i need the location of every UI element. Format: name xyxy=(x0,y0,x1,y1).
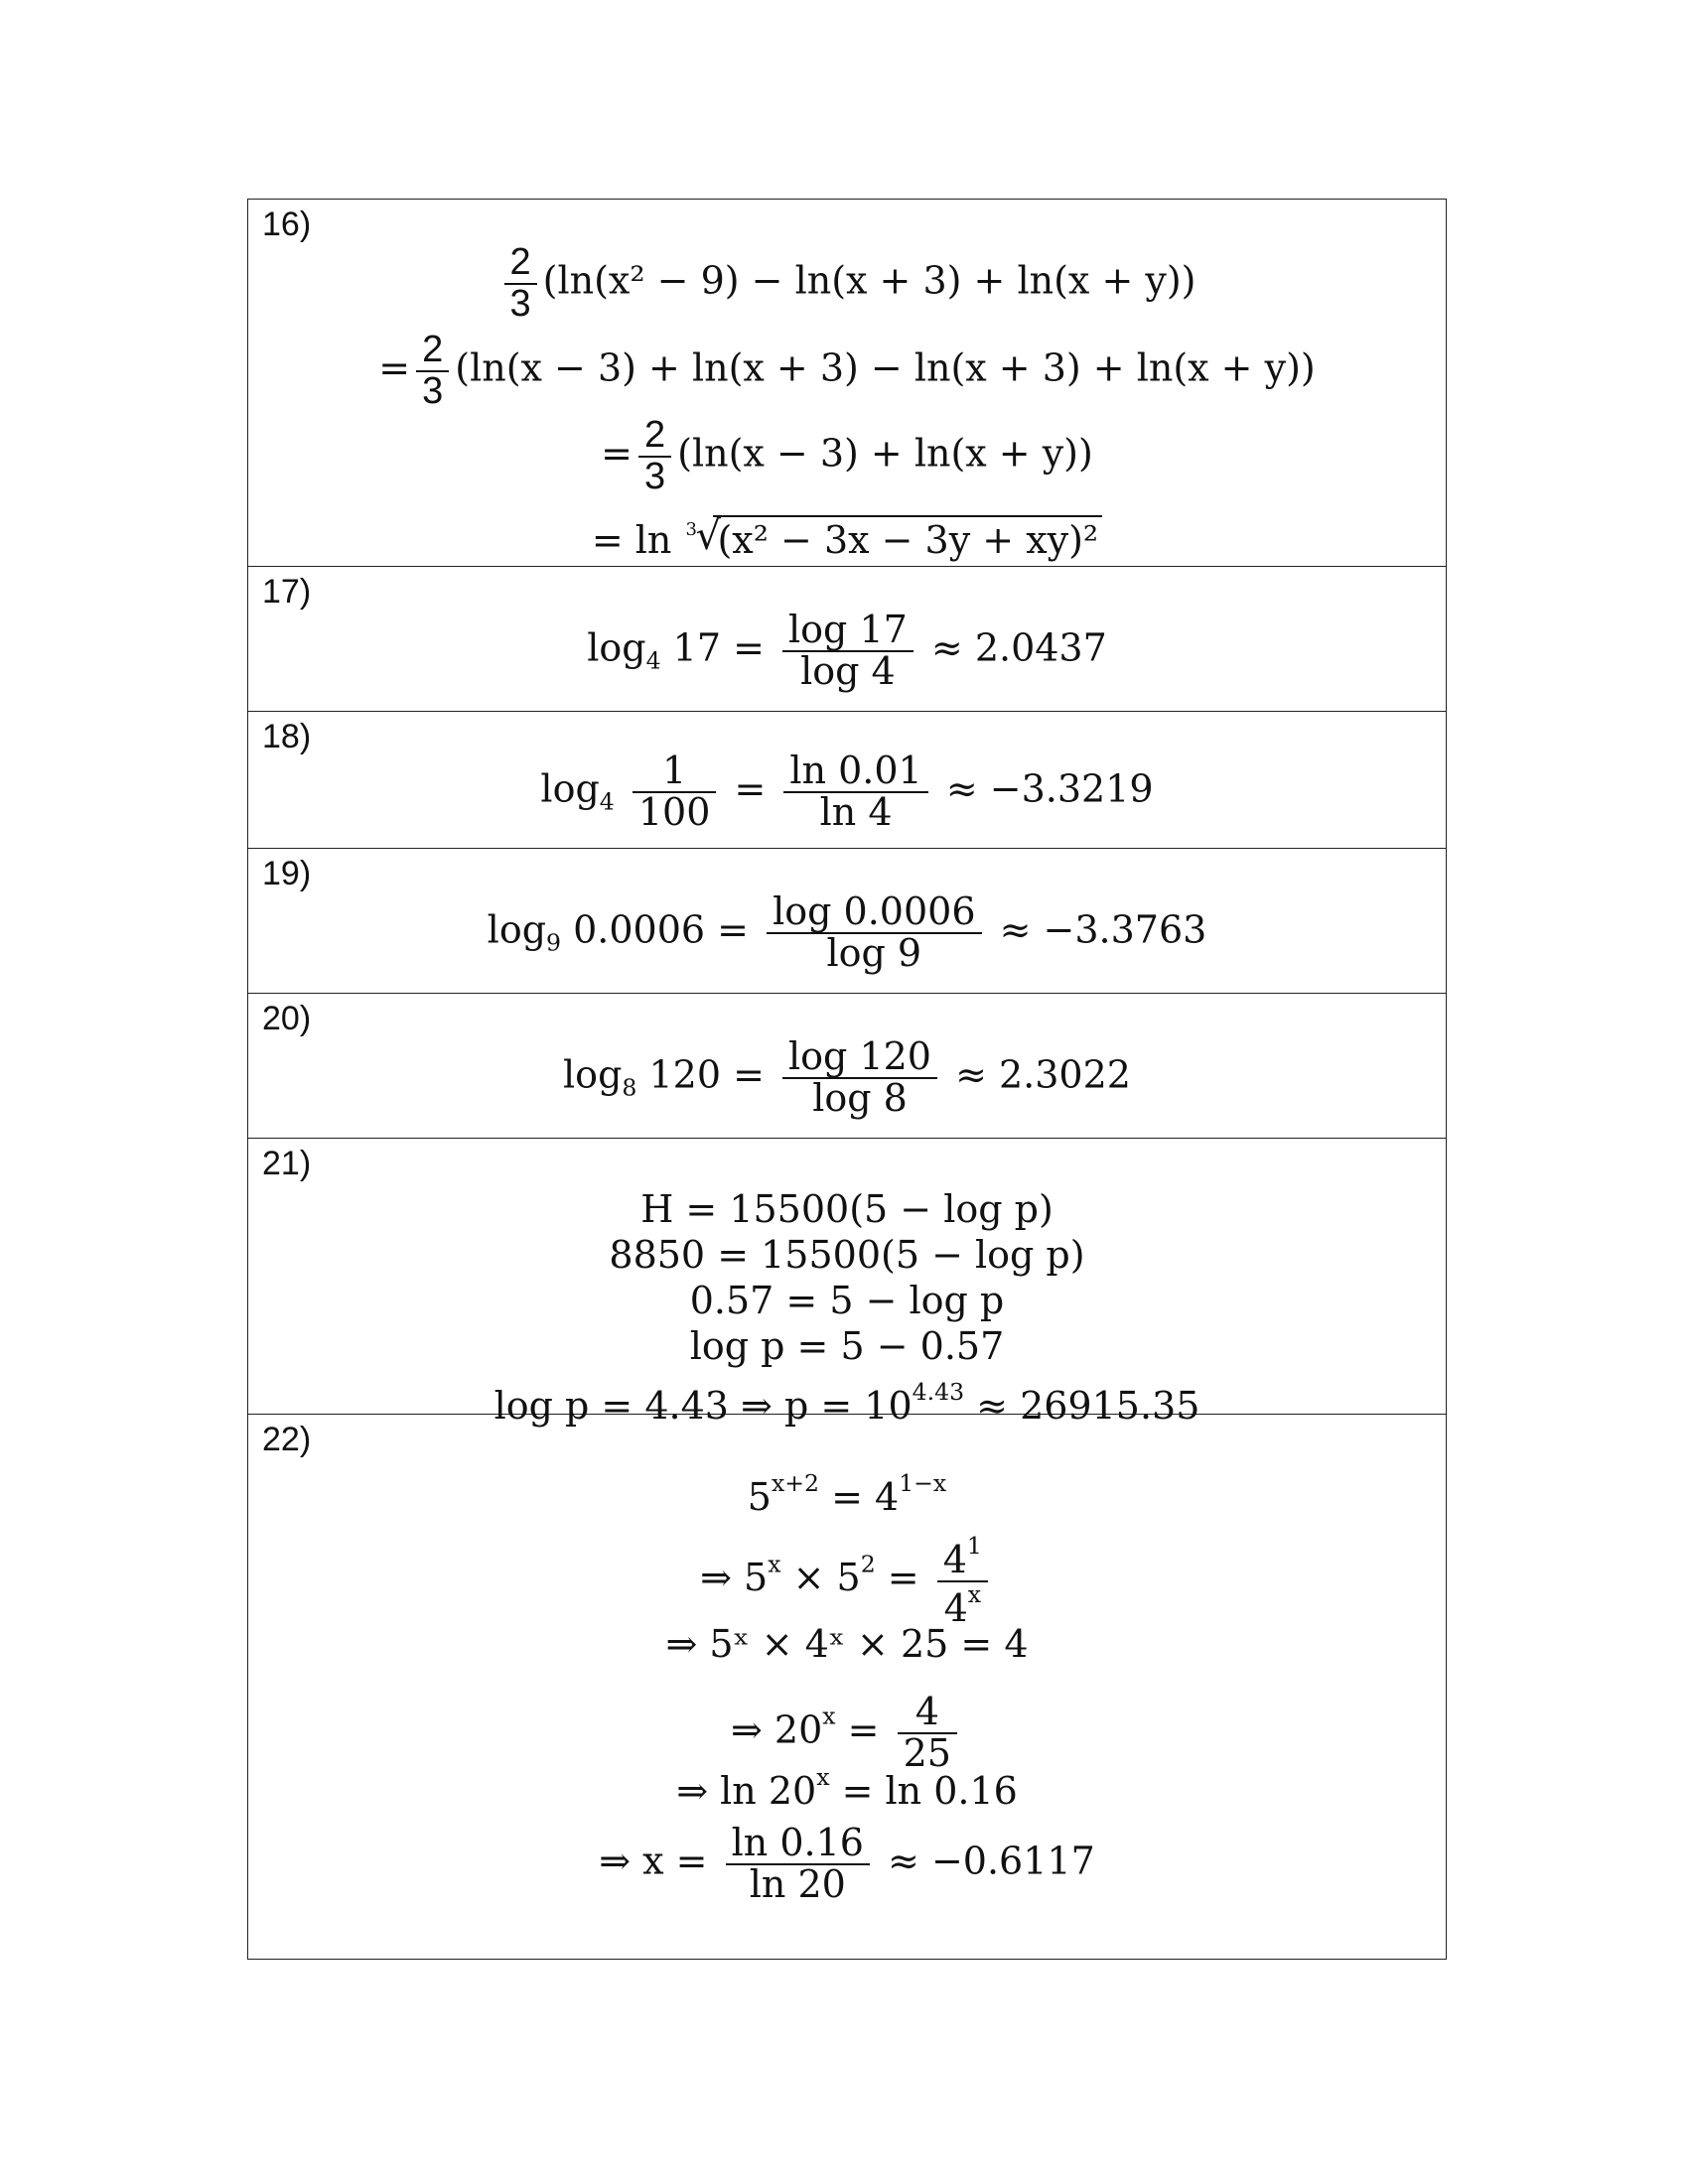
equation-line: = ln 3 √ (x² − 3x − 3y + xy)² xyxy=(248,515,1446,563)
problem-17 xyxy=(248,567,1446,712)
equation-line: ⇒ x = $\frac{\ln 0.16}{\ln 20}$ ≈ −0.6117 xyxy=(599,1821,1095,1906)
equation-line: = $\frac{2}{3}$ (ln(x − 3) + ln(x + y)) xyxy=(601,414,1093,497)
equation-line: $5^{x+2} = 4^{1-x}$ xyxy=(747,1469,947,1519)
problem-16 xyxy=(248,200,1446,567)
equation-line: ⇒ 20$^x$ = $\frac{4}{25}$ xyxy=(248,1693,1446,1774)
problem-20 xyxy=(248,994,1446,1139)
equation-line: 0.57 = 5 − log p xyxy=(689,1279,1005,1322)
problem-number: 18) xyxy=(262,718,312,755)
equation-line: $\log_4$ $\frac{1}{100}$ = $\frac{\ln 0.01}{\ln 4}$ ≈ −3.3219 xyxy=(540,749,1154,834)
equation-line: = $\frac{2}{3}$ (ln(x − 3) + ln(x + 3) − ln(x + 3) + ln(x + y)) xyxy=(378,329,1316,412)
problem-number: 20) xyxy=(262,1000,312,1037)
equation-line: ⇒ ln 20$^x$ = ln 0.16 xyxy=(676,1763,1018,1813)
problem-number: 21) xyxy=(262,1145,312,1182)
equation-line: log p = 5 − 0.57 xyxy=(689,1324,1005,1368)
solutions-table xyxy=(247,199,1447,1960)
problem-22 xyxy=(248,1415,1446,1959)
problem-number: 19) xyxy=(262,855,312,892)
problem-number: 22) xyxy=(262,1421,312,1458)
equation-line: H = 15500(5 − log p) xyxy=(640,1187,1054,1231)
equation-line: ⇒ 5ˣ × 4ˣ × 25 = 4 xyxy=(665,1622,1029,1666)
equation-line: log p = 4.43 ⇒ $p = 10^{4.43} \approx 26915.35$ xyxy=(493,1378,1200,1428)
problem-19 xyxy=(248,849,1446,994)
problem-21 xyxy=(248,1139,1446,1428)
equation-line: $\log_4 17$ = $\frac{\log 17}{\log 4}$ ≈ 2.0437 xyxy=(587,608,1107,693)
equation-line: $\log_9 0.0006$ = $\frac{\log 0.0006}{\log 9}$ ≈ −3.3763 xyxy=(487,889,1207,975)
problem-number: 17) xyxy=(262,573,312,611)
equation-line: ⇒ $5^x \times 5^2$ = $\frac{4^1}{4^x}$ xyxy=(248,1534,1446,1628)
problem-number: 16) xyxy=(262,205,312,243)
equation-line: $\frac{2}{3}$ (ln(x² − 9) − ln(x + 3) + ln(x + y)) xyxy=(248,243,1446,325)
problem-18 xyxy=(248,712,1446,849)
equation-line: 8850 = 15500(5 − log p) xyxy=(609,1233,1085,1277)
cube-root: 3 √ (x² − 3x − 3y + xy)² xyxy=(683,515,1102,563)
equation-line: $\log_8 120$ = $\frac{\log 120}{\log 8}$ ≈ 2.3022 xyxy=(563,1034,1131,1120)
